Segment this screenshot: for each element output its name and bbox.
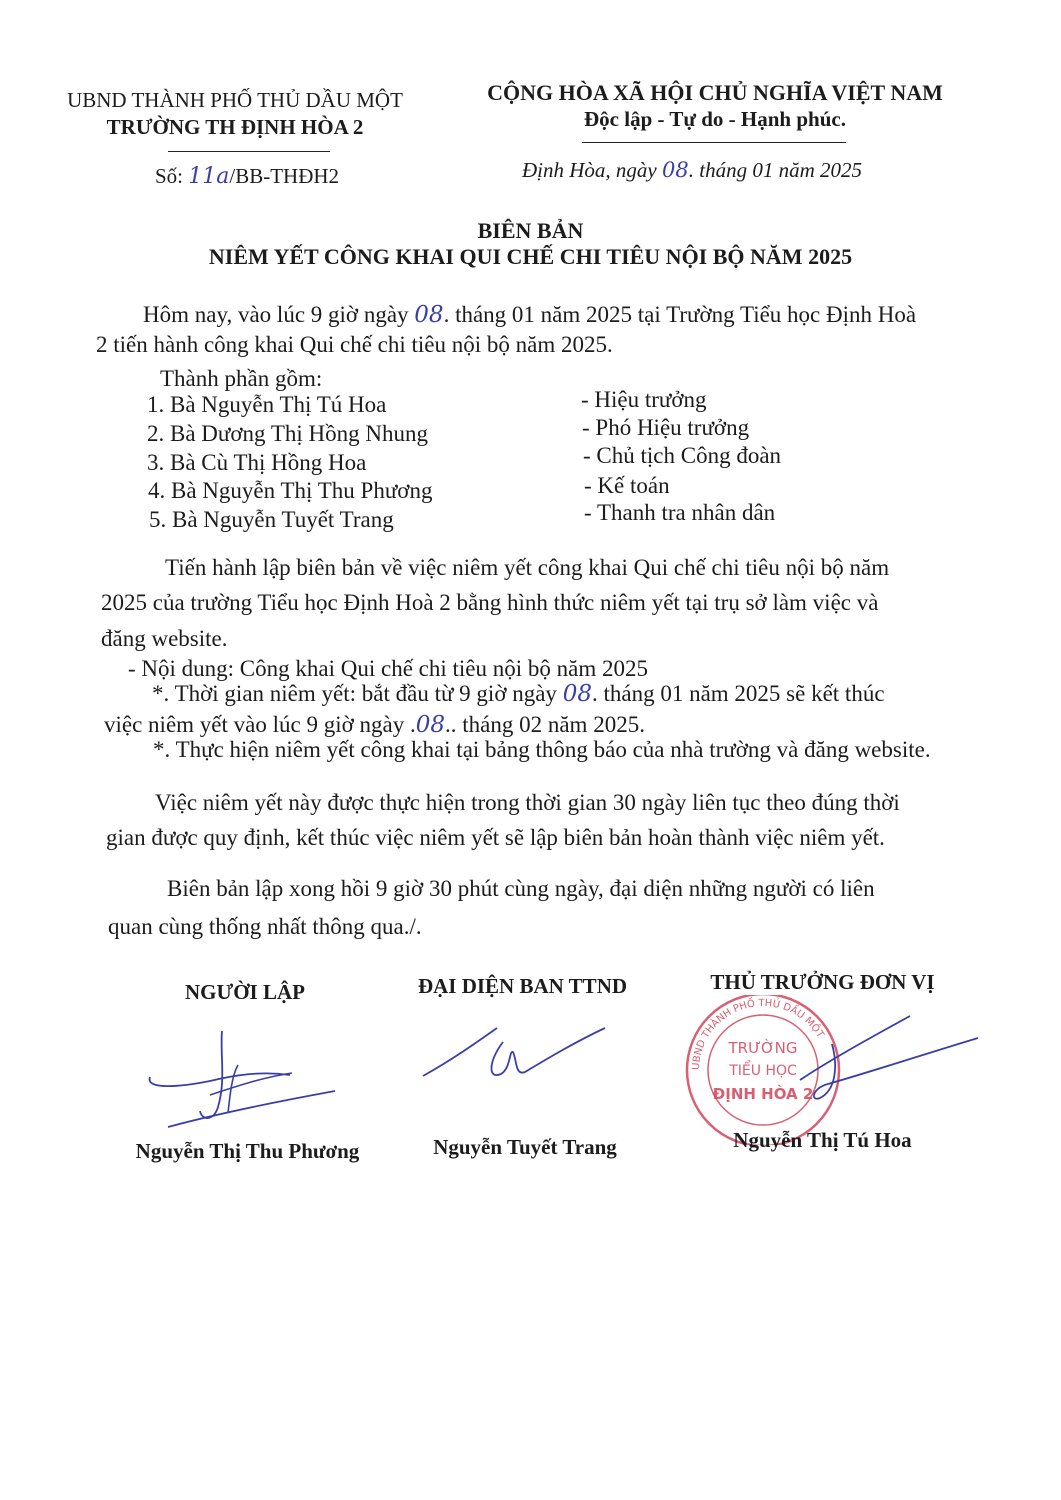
intro-text-a: Hôm nay, vào lúc 9 giờ ngày: [143, 302, 409, 327]
stamp-line-2: TIỂU HỌC: [729, 1063, 797, 1079]
member-name: 4. Bà Nguyễn Thị Thu Phương: [148, 478, 433, 503]
paragraph-4-line-1: Biên bản lập xong hồi 9 giờ 30 phút cùng ngày, đại diện những người có liên: [167, 876, 875, 901]
signature-inspector-icon: [415, 1020, 615, 1090]
end-day-handwritten: 08: [415, 712, 445, 738]
start-day-handwritten: 08: [562, 681, 592, 707]
document-date: [522, 158, 862, 183]
posting-time-line-2: [104, 712, 645, 738]
member-name: 1. Bà Nguyễn Thị Tú Hoa: [147, 392, 387, 417]
member-role: - Thanh tra nhân dân: [584, 500, 776, 525]
posting-place-line: *. Thực hiện niêm yết công khai tại bảng thông báo của nhà trường và đăng website.: [153, 737, 931, 762]
member-name: 3. Bà Cù Thị Hồng Hoa: [147, 450, 367, 475]
time-text-c: việc niêm yết vào lúc 9 giờ ngày .: [104, 712, 416, 737]
paragraph-3-line-1: Việc niêm yết này được thực hiện trong thời gian 30 ngày liên tục theo đúng thời: [155, 790, 900, 815]
paragraph-2-line-1: Tiến hành lập biên bản về việc niêm yết công khai Qui chế chi tiêu nội bộ năm: [165, 555, 890, 580]
signer-name-preparer: Nguyễn Thị Thu Phương: [135, 1139, 360, 1163]
member-name: 2. Bà Dương Thị Hồng Nhung: [147, 421, 429, 446]
school-name: TRƯỜNG TH ĐỊNH HÒA 2: [106, 115, 364, 139]
time-text-d: .. tháng 02 năm 2025.: [445, 712, 645, 737]
date-suffix: . tháng 01 năm 2025: [688, 158, 862, 182]
member-role: - Kế toán: [584, 473, 670, 498]
signature-title-inspector: ĐẠI DIỆN BAN TTND: [417, 974, 628, 998]
content-line: - Nội dung: Công khai Qui chế chi tiêu nội bộ năm 2025: [128, 656, 648, 681]
title-line-2: NIÊM YẾT CÔNG KHAI QUI CHẾ CHI TIÊU NỘI BỘ NĂM 2025: [208, 244, 853, 269]
header-right-rule: [582, 142, 846, 143]
republic-name: CỘNG HÒA XÃ HỘI CHỦ NGHĨA VIỆT NAM: [487, 80, 943, 105]
posting-time-line-1: [152, 681, 885, 707]
paragraph-2-line-3: đăng website.: [101, 626, 228, 651]
member-role: - Hiệu trưởng: [581, 387, 707, 412]
doc-no-handwritten: 11a: [188, 164, 230, 189]
signer-name-head: Nguyễn Thị Tú Hoa: [733, 1128, 912, 1152]
date-day-handwritten: 08: [662, 158, 689, 182]
paragraph-2-line-2: 2025 của trường Tiểu học Định Hoà 2 bằng hình thức niêm yết tại trụ sở làm việc và: [101, 590, 879, 615]
header-left-rule: [168, 151, 330, 152]
signer-name-inspector: Nguyễn Tuyết Trang: [433, 1135, 617, 1159]
time-text-b: . tháng 01 năm 2025 sẽ kết thúc: [591, 681, 885, 706]
time-text-a: *. Thời gian niêm yết: bắt đầu từ 9 giờ ngày: [152, 681, 557, 706]
agency-name: UBND THÀNH PHỐ THỦ DẦU MỘT: [67, 88, 403, 112]
members-heading: Thành phần gồm:: [160, 366, 323, 391]
document-number: [155, 164, 339, 189]
date-prefix: Định Hòa, ngày: [522, 158, 657, 182]
intro-day-handwritten: 08: [414, 302, 444, 328]
signature-preparer-icon: [140, 1025, 340, 1135]
member-role: - Phó Hiệu trưởng: [582, 415, 750, 440]
signature-title-preparer: NGƯỜI LẬP: [185, 980, 305, 1004]
member-name: 5. Bà Nguyễn Tuyết Trang: [149, 507, 394, 532]
intro-line-2: 2 tiến hành công khai Qui chế chi tiêu nội bộ năm 2025.: [96, 332, 613, 357]
paragraph-3-line-2: gian được quy định, kết thúc việc niêm yết sẽ lập biên bản hoàn thành việc niêm yết.: [106, 825, 885, 850]
stamp-ring-text: UBND THÀNH PHỐ THỦ DẦU MỘT: [690, 997, 826, 1071]
national-motto: Độc lập - Tự do - Hạnh phúc.: [584, 107, 846, 131]
signature-title-head: THỦ TRƯỞNG ĐƠN VỊ: [710, 970, 935, 994]
title-line-1: BIÊN BẢN: [477, 218, 584, 243]
member-role: - Chủ tịch Công đoàn: [583, 443, 782, 468]
stamp-line-1: TRƯỜNG: [728, 1039, 798, 1057]
doc-no-suffix: /BB-THĐH2: [229, 164, 340, 188]
stamp-line-3: ĐỊNH HÒA 2: [712, 1085, 814, 1103]
intro-line-1: [143, 302, 916, 328]
doc-no-prefix: Số:: [155, 164, 184, 188]
intro-text-b: . tháng 01 năm 2025 tại Trường Tiểu học Định Hoà: [443, 302, 917, 327]
paragraph-4-line-2: quan cùng thống nhất thông qua./.: [108, 914, 422, 939]
signature-head-icon: [760, 1010, 990, 1110]
